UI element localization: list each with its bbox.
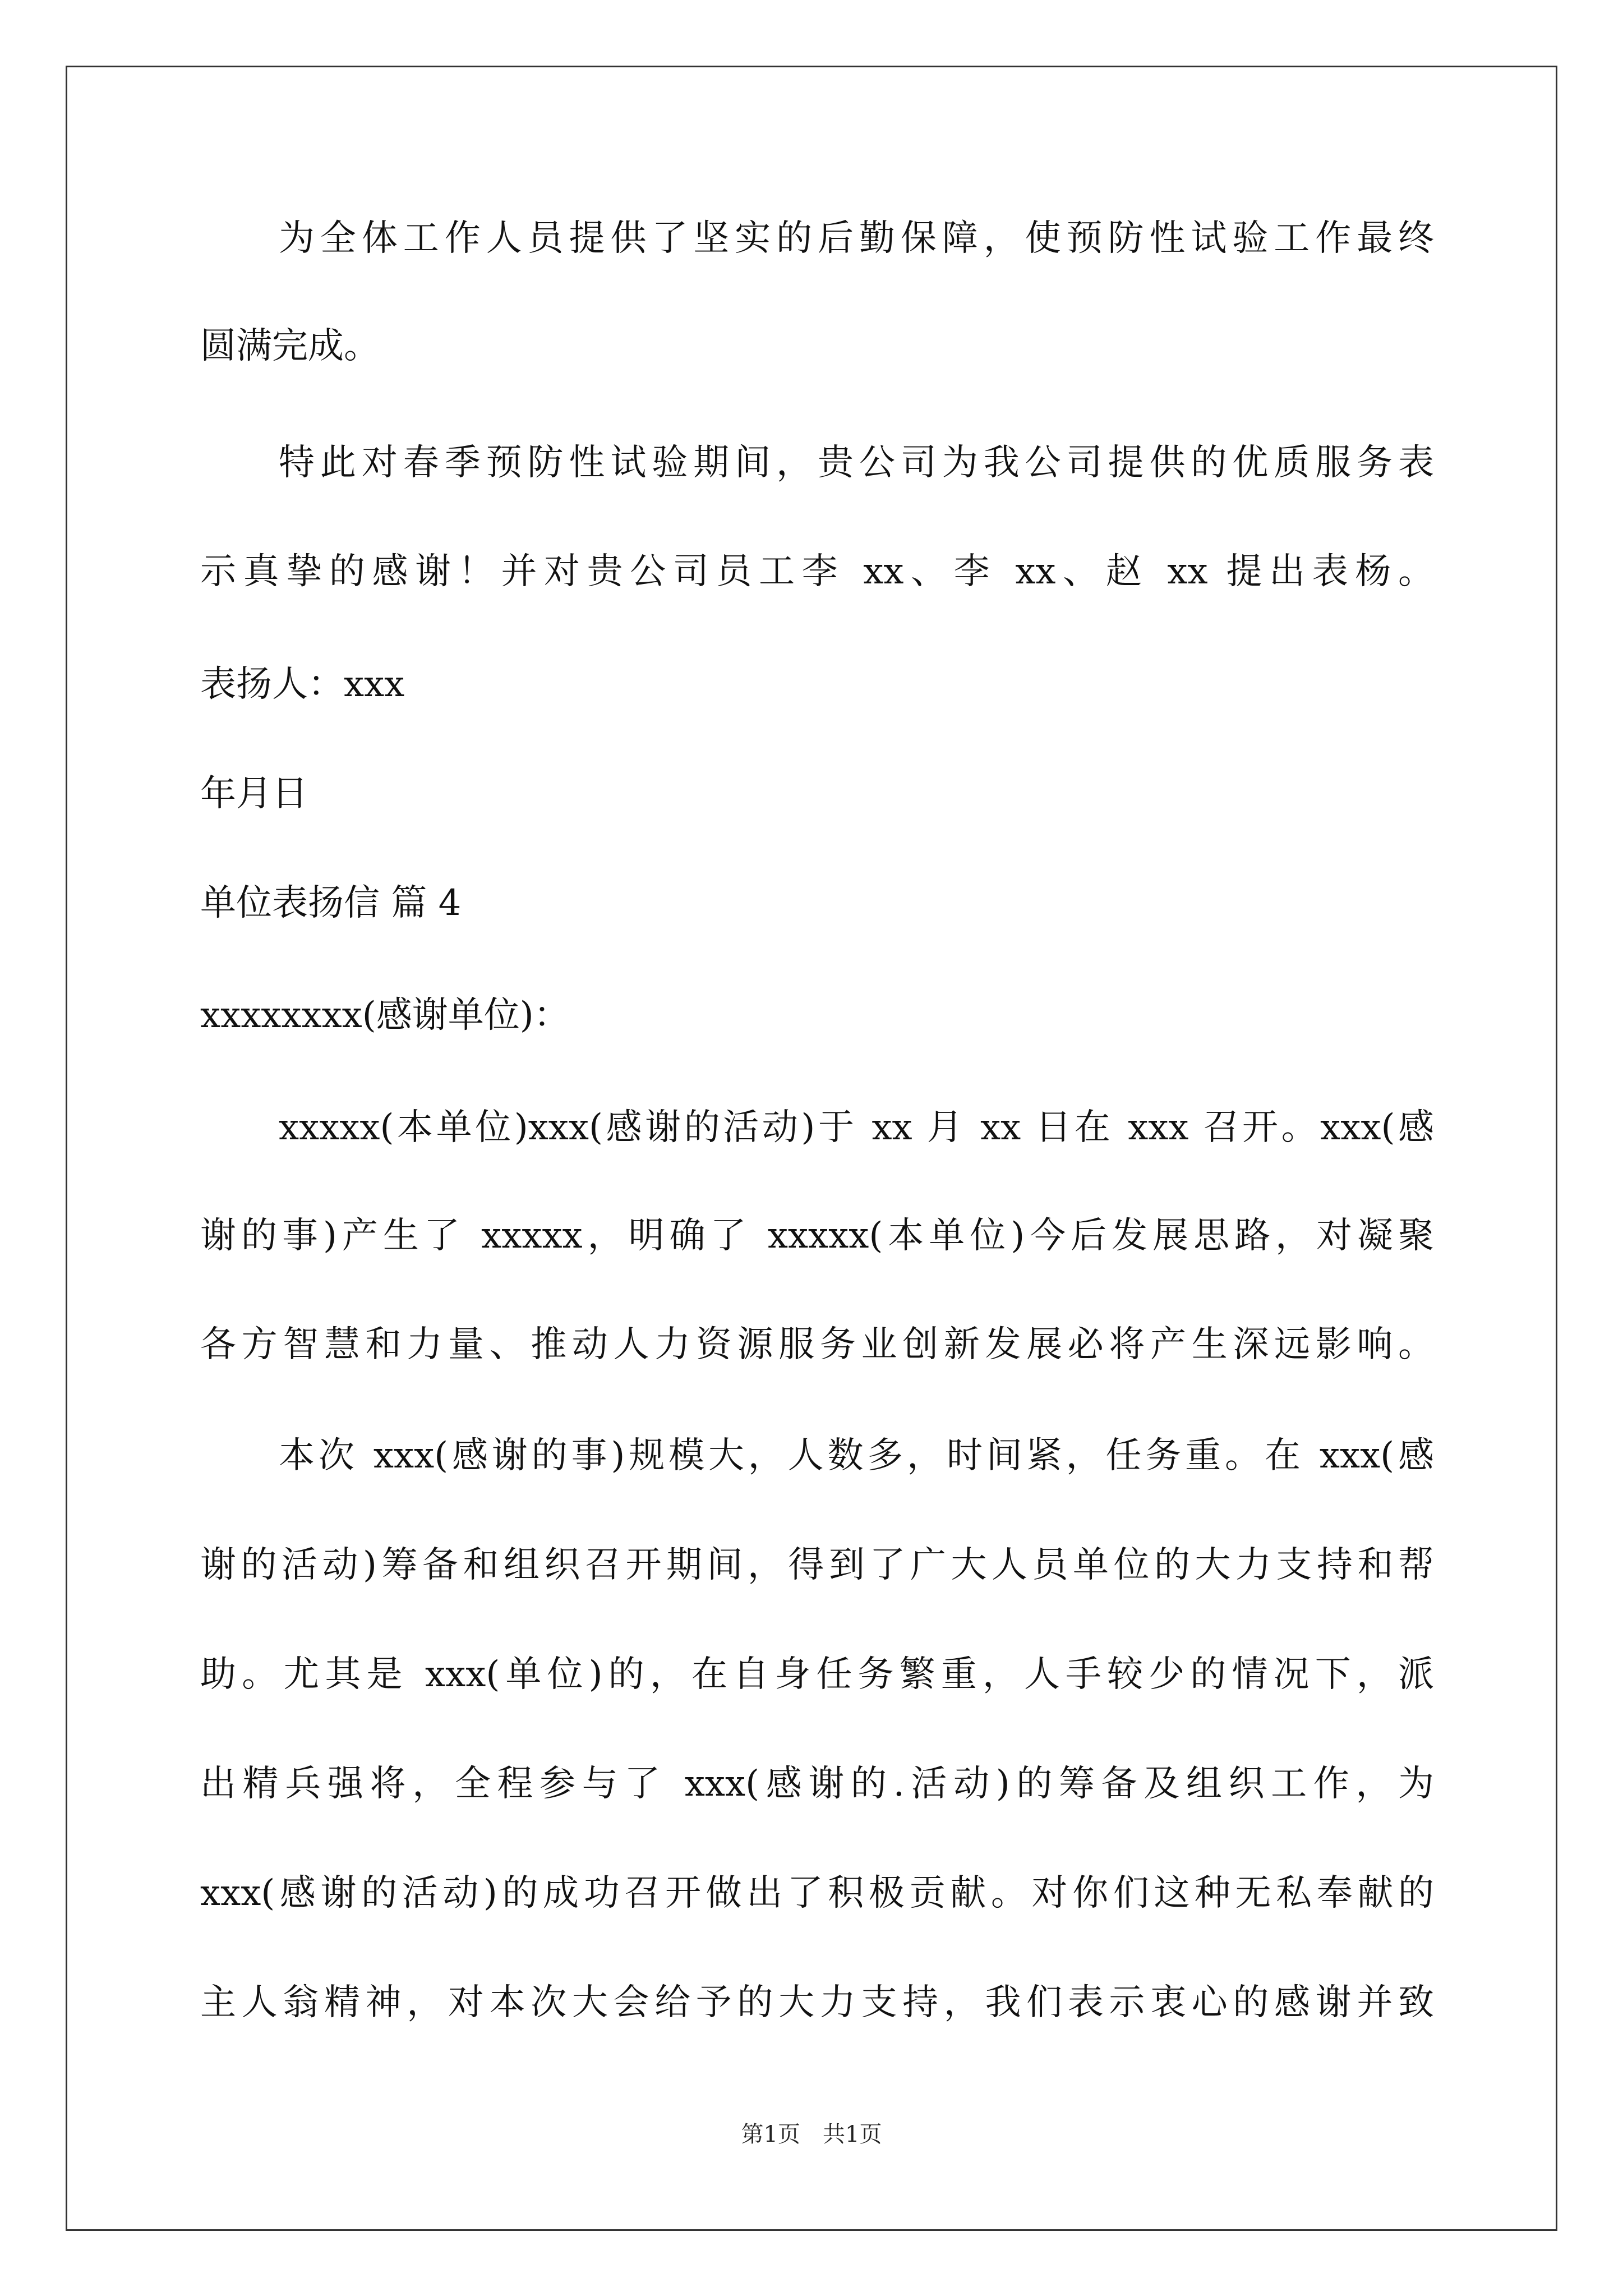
date-line: 年月日: [200, 773, 308, 815]
paragraph-line: 各方智慧和力量、推动人力资源服务业创新发展必将产生深远影响。: [200, 1324, 1434, 1365]
signer-line: 表扬人：xxx: [200, 664, 405, 705]
salutation-line: xxxxxxxx(感谢单位)：: [200, 995, 570, 1036]
paragraph-line: 谢的活动)筹备和组织召开期间，得到了广大人员单位的大力支持和帮: [200, 1544, 1434, 1586]
paragraph-line: 助。尤其是 xxx(单位)的，在自身任务繁重，人手较少的情况下，派: [200, 1654, 1434, 1695]
section-heading: 单位表扬信 篇 4: [200, 882, 462, 924]
paragraph-line: 示真挚的感谢！并对贵公司员工李 xx、李 xx、赵 xx 提出表杨。: [200, 551, 1434, 592]
paragraph-line: 特此对春季预防性试验期间，贵公司为我公司提供的优质服务表: [279, 442, 1434, 484]
paragraph-line: 本次 xxx(感谢的事)规模大，人数多，时间紧，任务重。在 xxx(感: [279, 1435, 1434, 1476]
paragraph-line: 出精兵强将，全程参与了 xxx(感谢的.活动)的筹备及组织工作，为: [200, 1763, 1434, 1805]
paragraph-line: xxx(感谢的活动)的成功召开做出了积极贡献。对你们这种无私奉献的: [200, 1872, 1434, 1914]
paragraph-line: 为全体工作人员提供了坚实的后勤保障，使预防性试验工作最终: [279, 218, 1434, 259]
paragraph-line: 圆满完成。: [200, 325, 380, 367]
paragraph-line: 主人翁精神，对本次大会给予的大力支持，我们表示衷心的感谢并致: [200, 1982, 1434, 2023]
paragraph-line: xxxxx(本单位)xxx(感谢的活动)于 xx 月 xx 日在 xxx 召开。xxx(感: [279, 1107, 1434, 1148]
page-footer: 第1页 共1页: [741, 2122, 882, 2147]
paragraph-line: 谢的事)产生了 xxxxx，明确了 xxxxx(本单位)今后发展思路，对凝聚: [200, 1215, 1434, 1257]
